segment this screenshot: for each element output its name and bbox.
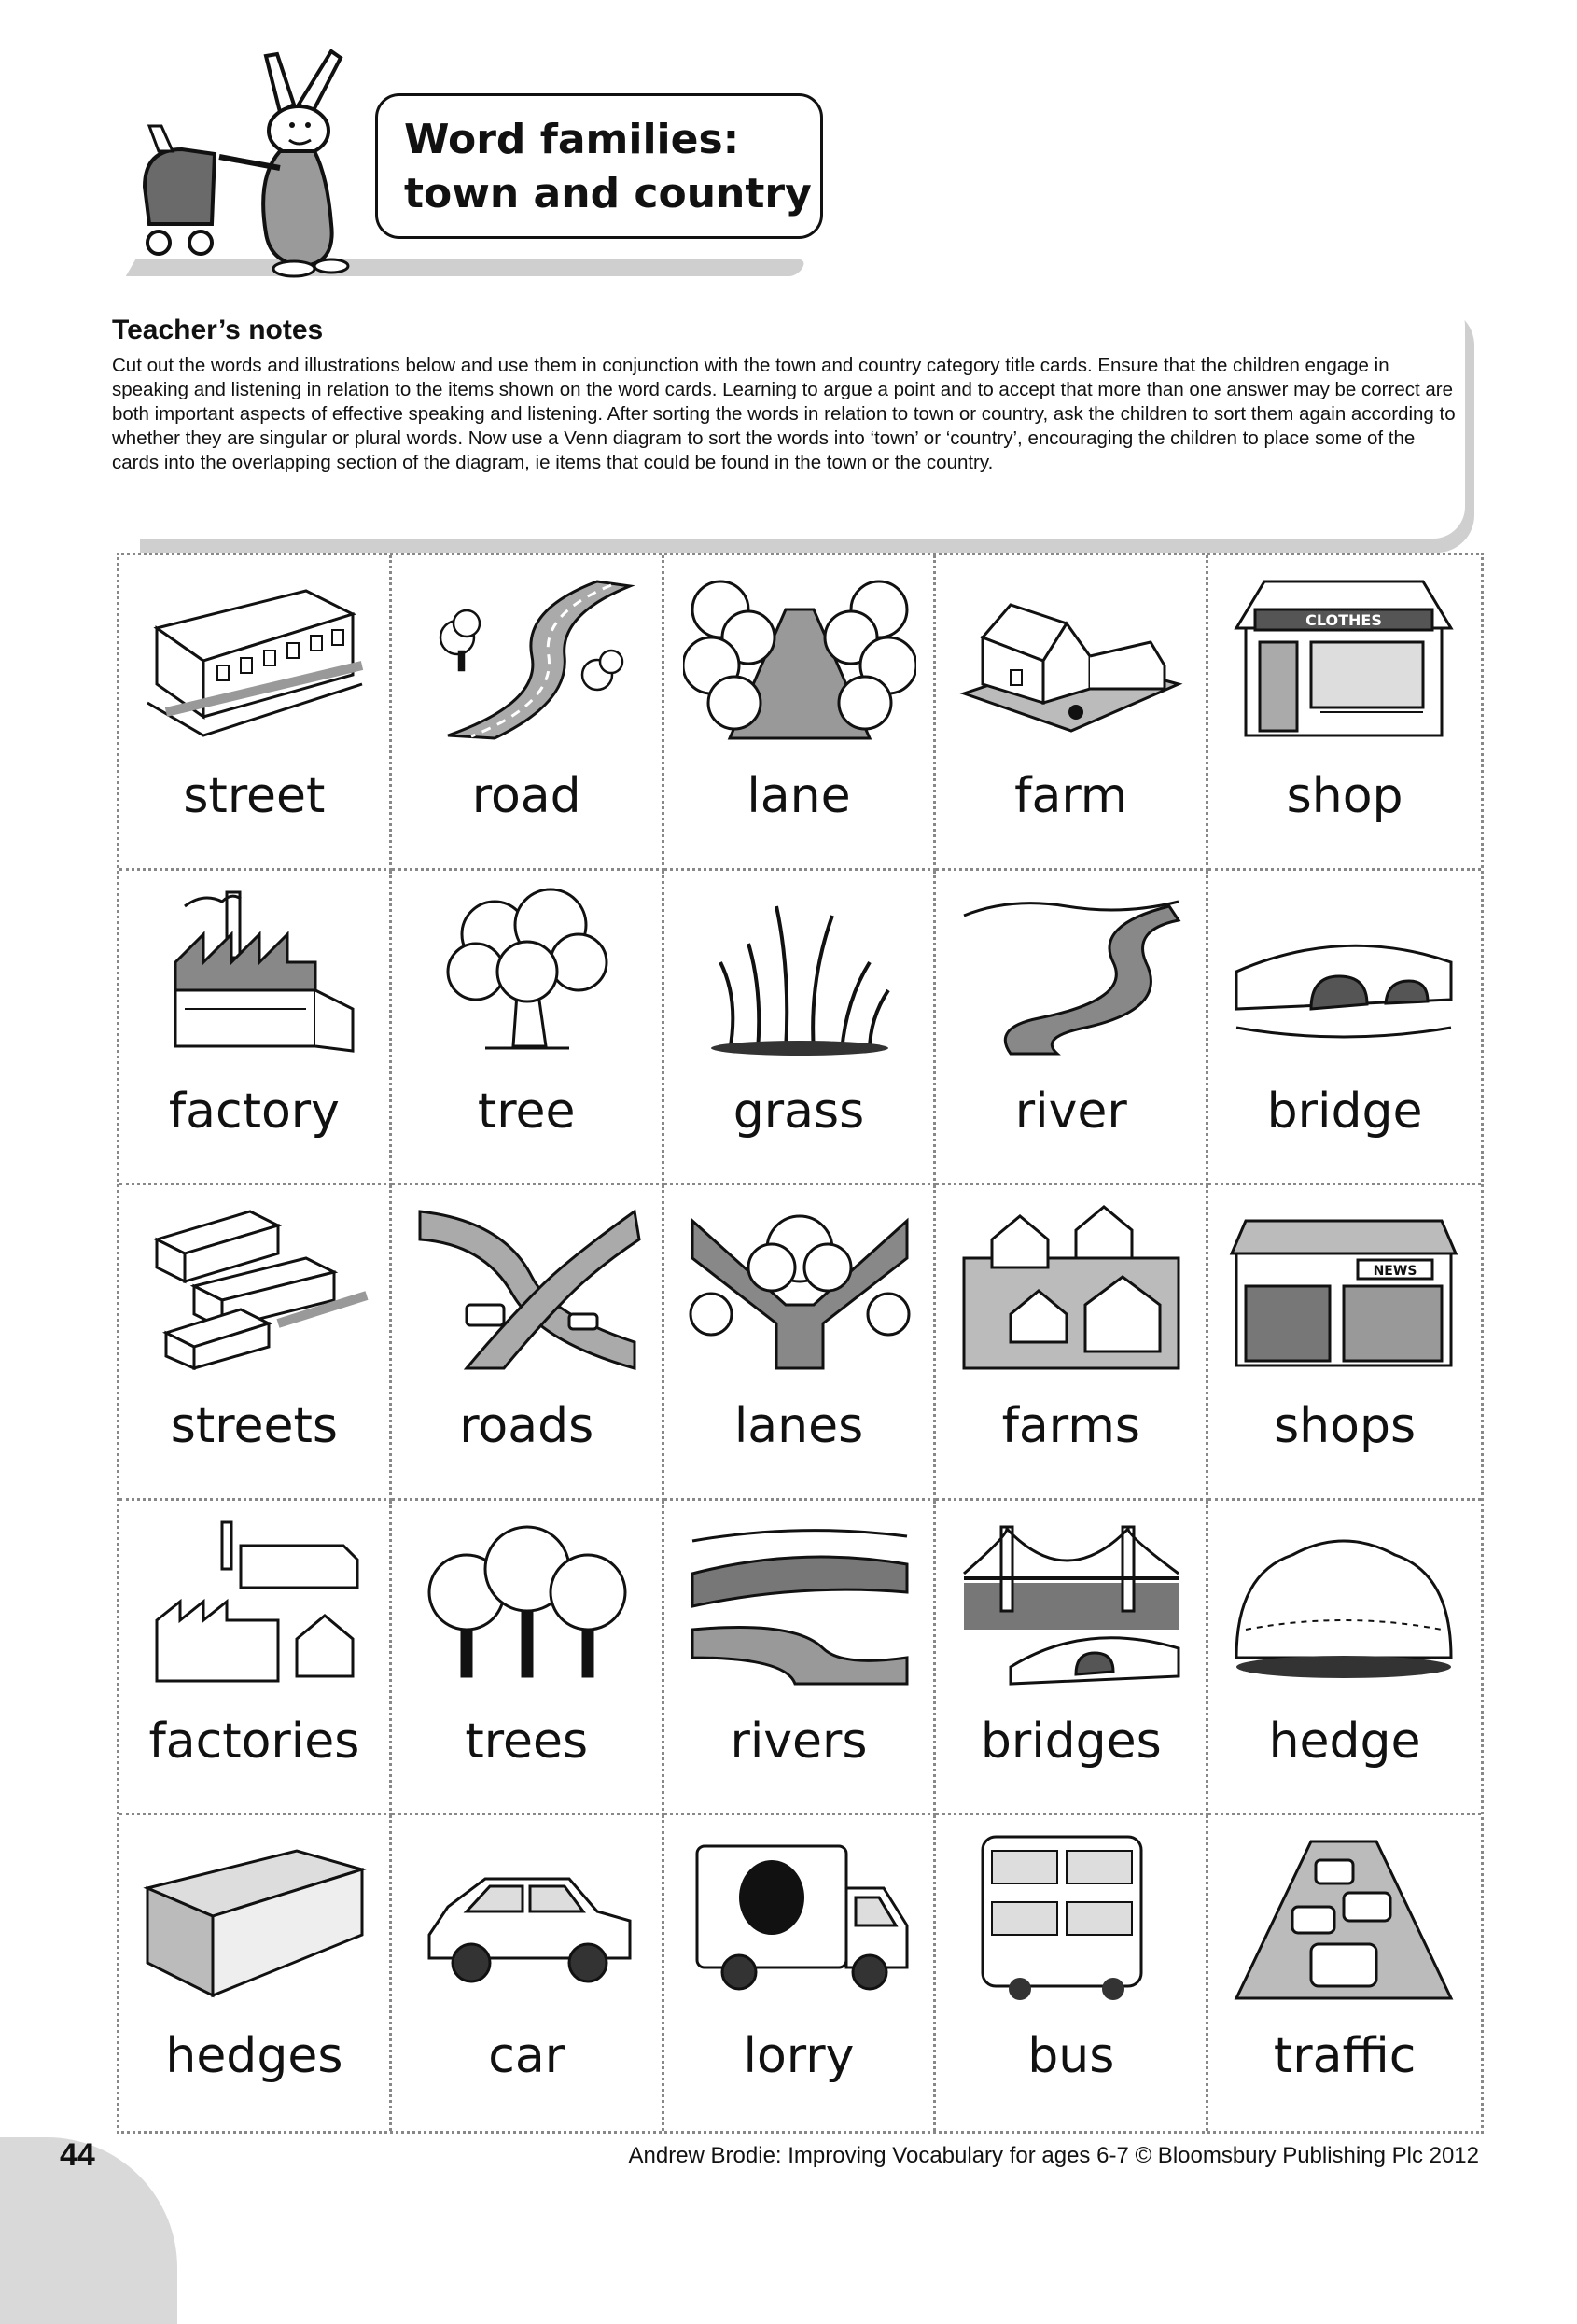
card-word: lorry [743,2028,855,2085]
card-word: shop [1286,768,1403,824]
word-card-lorry[interactable] [664,1815,937,2131]
card-word: rivers [730,1713,868,1770]
word-card-farm[interactable] [936,555,1208,871]
winding-road-icon [411,572,644,740]
shop-sign: CLOTHES [1305,611,1383,629]
word-card-traffic[interactable] [1208,1815,1481,2131]
news-sign: NEWS [1373,1264,1417,1280]
clothes-shop-icon [1227,572,1460,740]
card-word: lane [747,768,851,824]
card-word: hedge [1268,1713,1421,1770]
card-word: bridges [980,1713,1162,1770]
card-word: hedges [165,2028,343,2085]
hedge-icon [1227,1518,1460,1686]
word-card-river[interactable] [936,871,1208,1186]
word-card-grass[interactable] [664,871,937,1186]
page-number: 44 [60,2137,95,2173]
shop-parade-icon [1227,1202,1460,1370]
card-word: farm [1014,768,1128,824]
card-word: bus [1027,2028,1115,2085]
rabbit-mascot-icon [107,47,387,280]
card-word: shops [1274,1398,1417,1455]
word-card-hedge[interactable] [1208,1501,1481,1816]
word-card-hedges[interactable] [119,1815,392,2131]
forked-lanes-icon [683,1202,916,1370]
grass-icon [683,888,916,1056]
road-junction-icon [411,1202,644,1370]
factories-icon [138,1518,371,1686]
card-word: farms [1001,1398,1140,1455]
car-icon [411,1832,644,2000]
hedges-icon [138,1832,371,2000]
bridges-icon [955,1518,1188,1686]
word-card-grid [117,553,1484,2134]
terraced-houses-icon [138,572,371,740]
word-card-bridges[interactable] [936,1501,1208,1816]
card-word: factory [168,1083,340,1140]
word-card-shop[interactable] [1208,555,1481,871]
factory-icon [138,888,371,1056]
card-word: tree [477,1083,576,1140]
tree-lined-lane-icon [683,572,916,740]
housing-estate-icon [138,1202,371,1370]
word-card-tree[interactable] [392,871,664,1186]
word-card-street[interactable] [119,555,392,871]
word-card-farms[interactable] [936,1185,1208,1501]
farmhouse-icon [955,572,1188,740]
word-card-streets[interactable] [119,1185,392,1501]
card-word: trees [465,1713,589,1770]
lorry-icon [683,1832,916,2000]
farms-icon [955,1202,1188,1370]
card-word: car [488,2028,565,2085]
title-box [375,93,823,239]
word-card-roads[interactable] [392,1185,664,1501]
rivers-icon [683,1518,916,1686]
tree-icon [411,888,644,1056]
card-word: bridge [1266,1083,1423,1140]
word-card-bus[interactable] [936,1815,1208,2131]
notes-body: Cut out the words and illustrations below and use them in conjunction with the town and country category title cards. Ensure that the children engage in speaking and listening in relation to the items shown on the word cards. Learning to argue a point and to accept that more than one answer may be correct are both important aspects of effective speaking and listening. After sorting the words in relation to town or country, ask the children to sort them again according to whether they are singular or plural words. Now use a Venn diagram to sort the words into ‘town’ or ‘country’, encouraging the children to place some of the cards into the overlapping section of the diagram, ie items that could be found in the town or the country. [112,355,1456,473]
card-word: traffic [1273,2028,1417,2085]
word-card-rivers[interactable] [664,1501,937,1816]
word-card-road[interactable] [392,555,664,871]
page-title-line-1: Word families: [404,116,740,163]
card-word: streets [170,1398,338,1455]
notes-heading: Teacher’s notes [112,315,324,345]
footer-credit: Andrew Brodie: Improving Vocabulary for ages 6-7 © Bloomsbury Publishing Plc 2012 [628,2143,1479,2168]
card-word: lanes [733,1398,864,1455]
word-card-trees[interactable] [392,1501,664,1816]
page-title-line-2: town and country [404,170,812,217]
double-decker-bus-icon [955,1832,1188,2000]
word-card-factory[interactable] [119,871,392,1186]
trees-icon [411,1518,644,1686]
card-word: river [1014,1083,1127,1140]
word-card-car[interactable] [392,1815,664,2131]
word-card-shops[interactable] [1208,1185,1481,1501]
card-word: factories [148,1713,360,1770]
word-card-factories[interactable] [119,1501,392,1816]
word-card-lane[interactable] [664,555,937,871]
stone-bridge-icon [1227,888,1460,1056]
word-card-bridge[interactable] [1208,871,1481,1186]
river-icon [955,888,1188,1056]
card-word: road [471,768,581,824]
card-word: street [183,768,326,824]
card-word: grass [733,1083,865,1140]
traffic-icon [1227,1832,1460,2000]
word-card-lanes[interactable] [664,1185,937,1501]
card-word: roads [459,1398,594,1455]
teachers-notes [103,294,1465,539]
